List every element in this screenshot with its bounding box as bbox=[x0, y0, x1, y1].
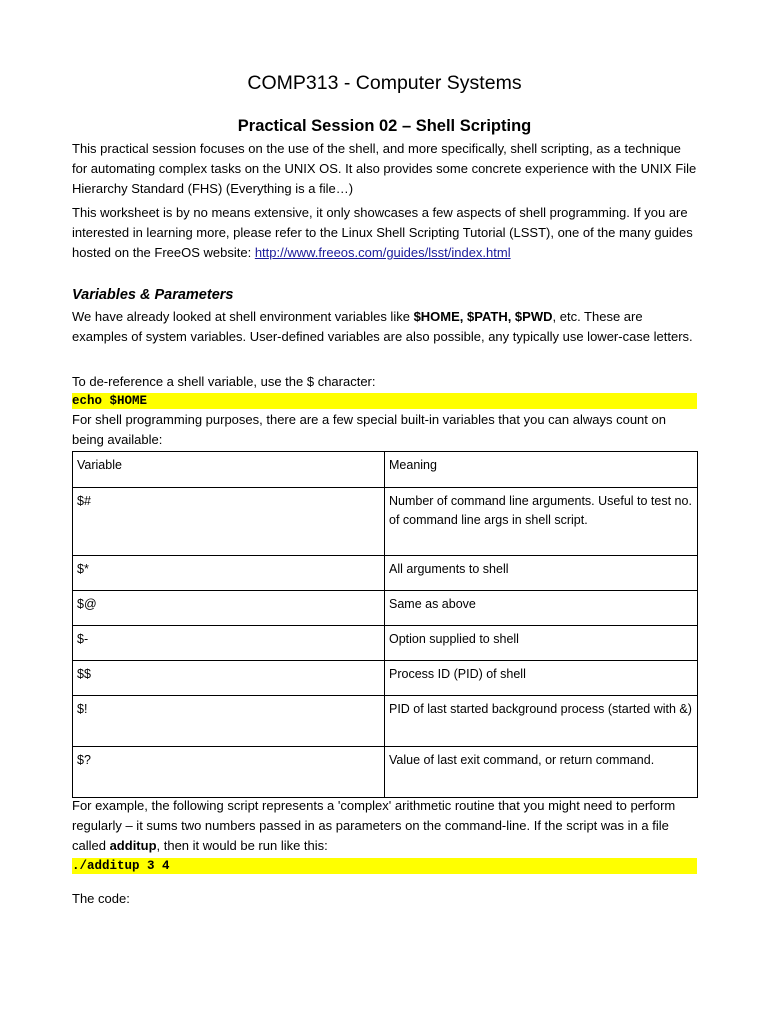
env-vars-post: , etc. These are examples of system variables. User-defined variables are also possible, any typically use lower-case letters. bbox=[72, 309, 693, 344]
table-row bbox=[73, 556, 698, 591]
variable-cell: $! bbox=[73, 696, 385, 747]
example-text-post: , then it would be run like this: bbox=[156, 838, 328, 853]
meaning-cell: Same as above bbox=[385, 591, 698, 626]
table-header-row bbox=[73, 452, 698, 488]
env-vars-paragraph bbox=[72, 307, 697, 347]
table-row bbox=[73, 626, 698, 661]
meaning-cell: Option supplied to shell bbox=[385, 626, 698, 661]
variable-cell: $# bbox=[73, 488, 385, 556]
header-meaning: Meaning bbox=[385, 452, 698, 488]
code-label: The code: bbox=[72, 891, 130, 906]
section-heading: Variables & Parameters bbox=[72, 287, 234, 303]
table-row bbox=[73, 661, 698, 696]
variable-cell: $$ bbox=[73, 661, 385, 696]
meaning-cell: PID of last started background process (started with &) bbox=[385, 696, 698, 747]
example-text-pre: For example, the following script represents a 'complex' arithmetic routine that you might need to perform regularly – it sums two numbers passed in as parameters on the command-line. If the script was in a file called bbox=[72, 798, 676, 853]
header-variable: Variable bbox=[73, 452, 385, 488]
worksheet-text: This worksheet is by no means extensive, it only showcases a few aspects of shell programming. If you are interested in learning more, please refer to the Linux Shell Scripting Tutorial (LSST), one of the many guides hosted on the FreeOS website: bbox=[72, 205, 693, 260]
builtin-paragraph: For shell programming purposes, there are a few special built-in variables that you can always count on being available: bbox=[72, 412, 666, 447]
freeos-link[interactable]: http://www.freeos.com/guides/lsst/index.html bbox=[254, 245, 511, 260]
variable-cell: $* bbox=[73, 556, 385, 591]
meaning-cell: All arguments to shell bbox=[385, 556, 698, 591]
deref-code: echo $HOME bbox=[72, 393, 697, 409]
env-vars-pre: We have already looked at shell environment variables like bbox=[72, 309, 414, 324]
meaning-cell: Process ID (PID) of shell bbox=[385, 661, 698, 696]
meaning-cell: Value of last exit command, or return command. bbox=[385, 747, 698, 798]
deref-paragraph: To de-reference a shell variable, use the $ character: bbox=[72, 374, 376, 389]
document-title: COMP313 - Computer Systems bbox=[247, 72, 522, 94]
env-vars-list: $HOME, $PATH, $PWD bbox=[413, 309, 553, 324]
table-row bbox=[73, 696, 698, 747]
meaning-cell: Number of command line arguments. Useful to test no. of command line args in shell script. bbox=[385, 488, 698, 556]
example-paragraph bbox=[72, 796, 697, 856]
variable-cell: $? bbox=[73, 747, 385, 798]
document-subtitle: Practical Session 02 – Shell Scripting bbox=[237, 117, 532, 135]
example-file-name: additup bbox=[109, 838, 157, 853]
variable-cell: $- bbox=[73, 626, 385, 661]
worksheet-paragraph bbox=[72, 203, 697, 263]
run-code: ./additup 3 4 bbox=[72, 858, 697, 874]
variable-cell: $@ bbox=[73, 591, 385, 626]
variables-table bbox=[72, 451, 698, 798]
table-row bbox=[73, 591, 698, 626]
intro-paragraph: This practical session focuses on the use of the shell, and more specifically, shell scripting, as a technique for automating complex tasks on the UNIX OS. It also provides some concrete experience with the UNIX File Hierarchy Standard (FHS) (Everything is a file…) bbox=[72, 141, 697, 196]
table-row bbox=[73, 488, 698, 556]
table-row bbox=[73, 747, 698, 798]
